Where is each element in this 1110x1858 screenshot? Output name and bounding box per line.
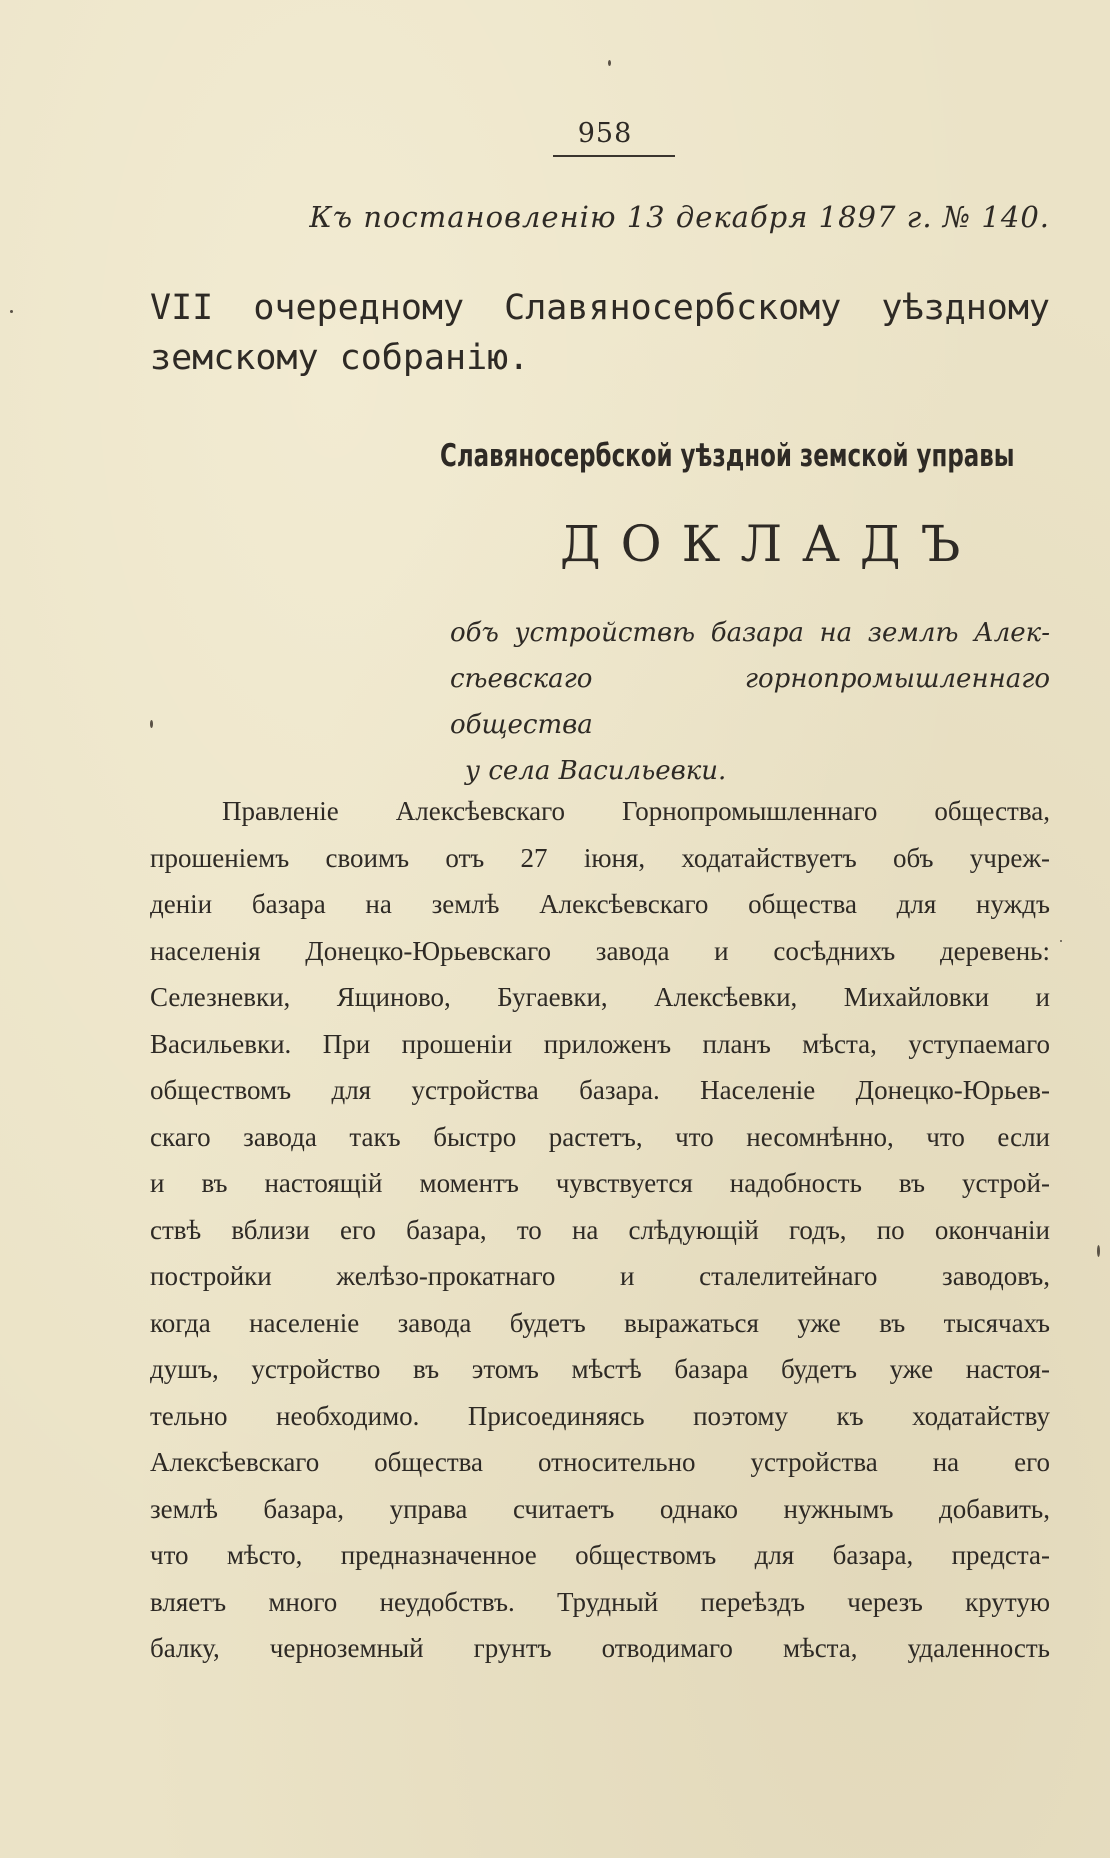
issuer-heading: Славяносербской уѣздной земской управы <box>440 438 1015 474</box>
body-line: обществомъ для устройства базара. Населеніе Донецко-Юрьев- <box>150 1075 1050 1105</box>
subject-line-1: объ устройствѣ базара на землѣ Алек- <box>450 618 1050 648</box>
body-line: постройки желѣзо-прокатнаго и сталелитейнаго заводовъ, <box>150 1261 1050 1291</box>
report-subject <box>450 610 1050 794</box>
body-line: вляетъ много неудобствъ. Трудный переѣздъ черезъ крутую <box>150 1586 1050 1617</box>
document-title: ДОКЛАДЪ <box>560 515 981 573</box>
page-number-rule <box>553 155 675 157</box>
body-line: душъ, устройство въ этомъ мѣстѣ базара будетъ уже настоя- <box>150 1354 1050 1384</box>
body-line: деніи базара на землѣ Алексѣевскаго общества для нуждъ <box>150 889 1050 919</box>
page-number: 958 <box>577 118 633 149</box>
addressee-line-2: земскому собранію. <box>150 338 530 378</box>
paper-speck <box>150 720 153 728</box>
subject-line-3: у села Васильевки. <box>465 756 727 786</box>
paper-speck <box>1060 940 1062 942</box>
paper-speck <box>608 60 611 66</box>
body-line: Правленіе Алексѣевскаго Горнопромышленнаго общества, <box>222 796 1050 826</box>
paper-speck <box>1097 1245 1100 1257</box>
paper-speck <box>10 310 13 313</box>
body-line: и въ настоящій моментъ чувствуется надобность въ устрой- <box>150 1168 1050 1198</box>
addressee-line-1: VII очередному Славяносербскому уѣздному <box>150 288 1050 328</box>
body-line: тельно необходимо. Присоединяясь поэтому къ ходатайству <box>150 1400 1050 1431</box>
addressee-heading <box>150 283 1050 383</box>
subject-line-2: сѣевскаго горнопромышленнаго общества <box>450 664 1050 740</box>
body-line: Васильевки. При прошеніи приложенъ планъ мѣста, уступаемаго <box>150 1028 1050 1059</box>
body-line: прошеніемъ своимъ отъ 27 іюня, ходатайствуетъ объ учреж- <box>150 842 1050 873</box>
body-line: что мѣсто, предназначенное обществомъ для базара, предста- <box>150 1540 1050 1570</box>
body-line: балку, черноземный грунтъ отводимаго мѣста, удаленность <box>150 1633 1050 1663</box>
body-line: землѣ базара, управа считаетъ однако нужнымъ добавить, <box>150 1493 1050 1524</box>
body-line: когда населеніе завода будетъ выражаться уже въ тысячахъ <box>150 1307 1050 1338</box>
body-line: скаго завода такъ быстро растетъ, что несомнѣнно, что если <box>150 1121 1050 1152</box>
body-line: населенія Донецко-Юрьевскаго завода и сосѣднихъ деревень: <box>150 935 1050 966</box>
body-line: Селезневки, Ящиново, Бугаевки, Алексѣевки, Михайловки и <box>150 982 1050 1012</box>
body-paragraph <box>150 788 1050 1672</box>
body-line: ствѣ вблизи его базара, то на слѣдующій годъ, по окончаніи <box>150 1214 1050 1245</box>
body-line: Алексѣевскаго общества относительно устройства на его <box>150 1447 1050 1477</box>
resolution-reference: Къ постановленію 13 декабря 1897 г. № 140. <box>309 200 1050 234</box>
